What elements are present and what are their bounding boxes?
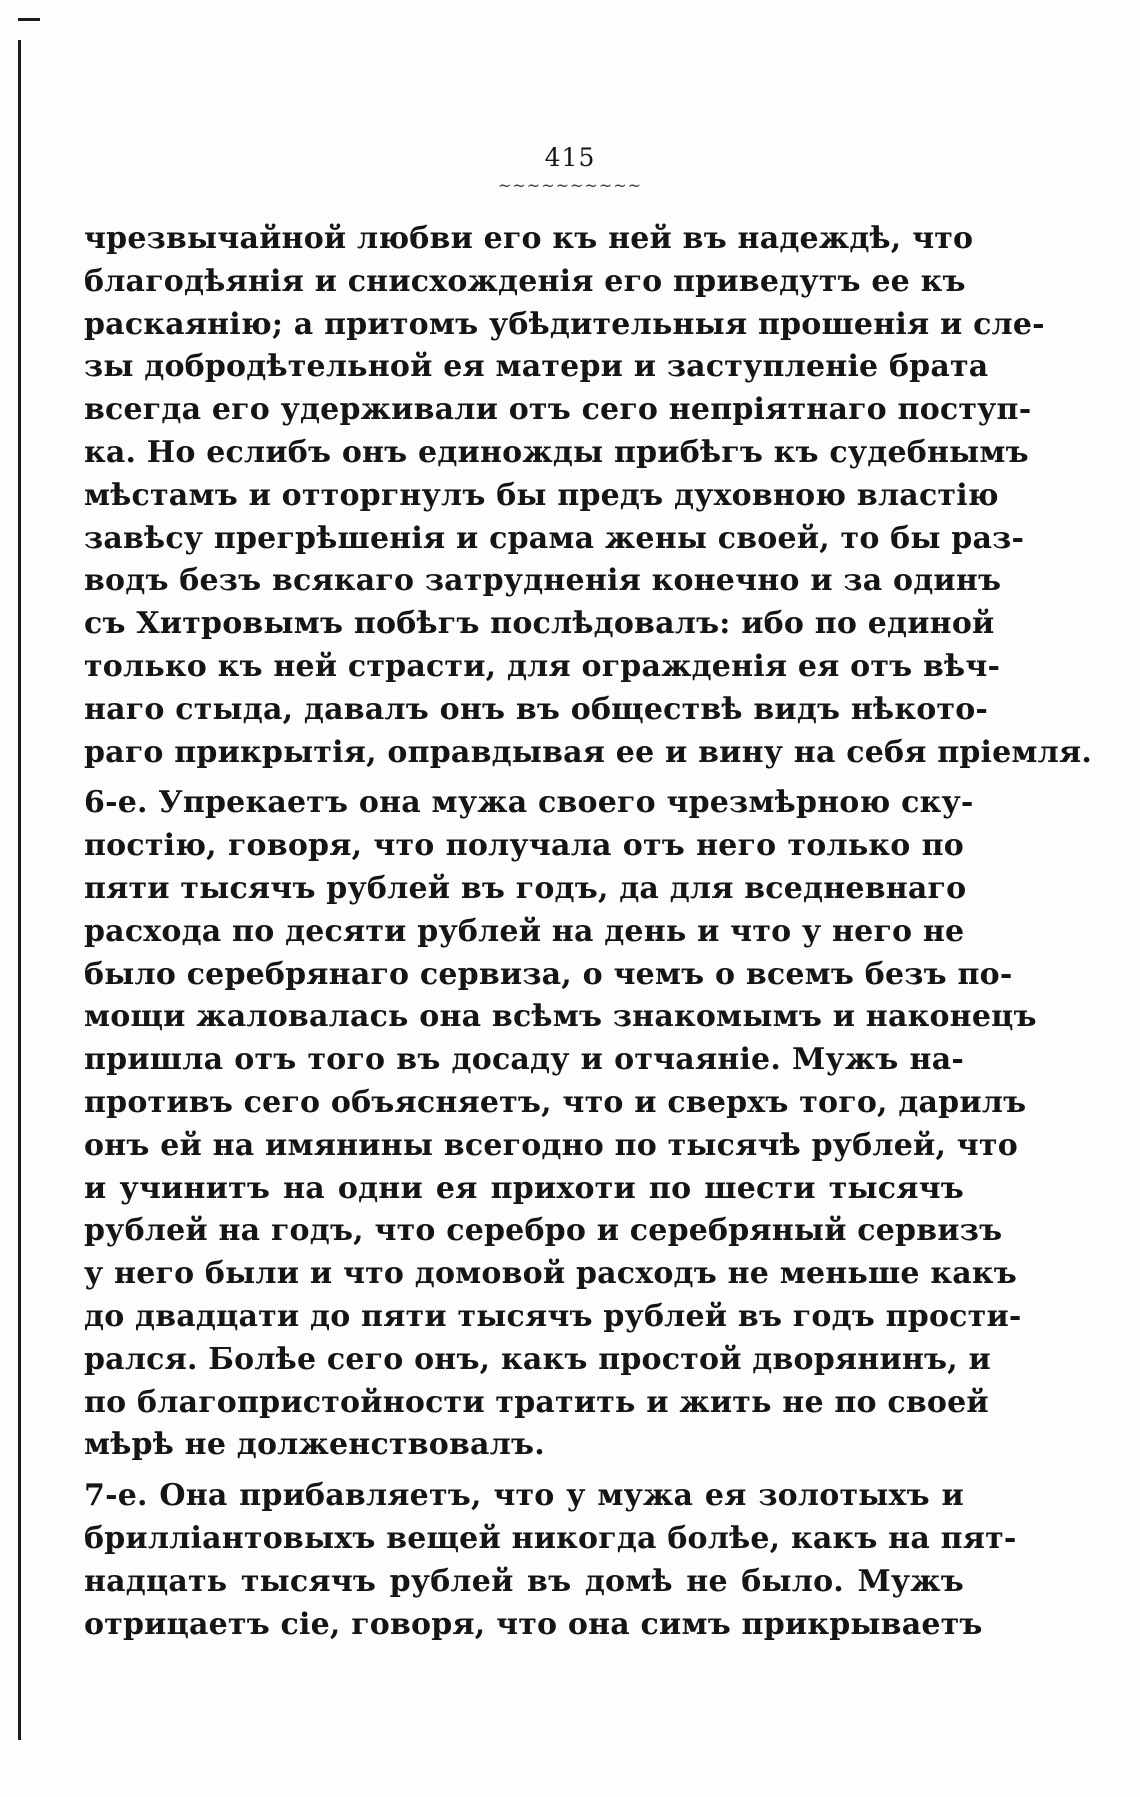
text-line: пришла отъ того въ досаду и отчаяніе. Мужъ на- [84, 1042, 964, 1078]
page-edge-line [18, 40, 21, 1740]
paragraph-gap [84, 1467, 964, 1475]
text-line: было серебрянаго сервиза, о чемъ о всемъ безъ по- [84, 956, 1013, 992]
text-line: только къ ней страсти, для огражденія ея отъ вѣч- [84, 648, 1001, 684]
text-line: рублей на годъ, что серебро и серебряный сервизъ [84, 1213, 1003, 1249]
text-line: отрицаетъ сіе, говоря, что она симъ прикрываетъ [84, 1606, 983, 1642]
text-line: съ Хитровымъ побѣгъ послѣдовалъ: ибо по единой [84, 606, 995, 642]
body-text [84, 218, 1093, 1646]
text-line: благодѣянія и снисхожденія его приведутъ ее къ [84, 263, 966, 299]
text-line: и учинитъ на одни ея прихоти по шести тысячъ [84, 1170, 964, 1206]
text-line: до двадцати до пяти тысячъ рублей въ годъ прости- [84, 1298, 1022, 1334]
text-line: по благопристойности тратить и жить не по своей [84, 1384, 989, 1420]
page-number: 415 [544, 143, 596, 172]
text-line: раго прикрытія, оправдывая ее и вину на себя пріемля. [84, 734, 1093, 770]
text-line: пяти тысячъ рублей въ годъ, да для вседневнаго [84, 870, 967, 906]
text-line: мощи жаловалась она всѣмъ знакомымъ и наконецъ [84, 999, 1037, 1035]
text-line: раскаянію; а притомъ убѣдительныя прошенія и сле- [84, 306, 1045, 342]
text-line: мѣстамъ и отторгнулъ бы предъ духовною властію [84, 477, 999, 513]
text-line: всегда его удерживали отъ сего непріятнаго поступ- [84, 392, 1032, 428]
text-line: наго стыда, давалъ онъ въ обществѣ видъ нѣкото- [84, 691, 989, 727]
text-line: расхода по десяти рублей на день и что у него не [84, 913, 965, 949]
text-line: надцать тысячъ рублей въ домѣ не было. Мужъ [84, 1563, 964, 1599]
text-line: у него были и что домовой расходъ не меньше какъ [84, 1256, 1017, 1292]
text-line: ка. Но еслибъ онъ единожды прибѣгъ къ судебнымъ [84, 434, 1029, 470]
paragraph-gap [84, 774, 964, 782]
text-line: зы добродѣтельной ея матери и заступленіе брата [84, 349, 989, 385]
text-line: мѣрѣ не долженствовалъ. [84, 1427, 545, 1463]
text-line: противъ сего объясняетъ, что и сверхъ того, дарилъ [84, 1084, 1027, 1120]
text-line: чрезвычайной любви его къ ней въ надеждѣ, что [84, 221, 974, 256]
text-line: водъ безъ всякаго затрудненія конечно и за одинъ [84, 563, 1002, 599]
text-line: бриллiантовыхъ вещей никогда болѣе, какъ на пят- [84, 1520, 1017, 1556]
page-edge-mark [18, 18, 40, 21]
header-ornament: ~~~~~~~~~~ [497, 176, 643, 195]
text-line: рался. Болѣе сего онъ, какъ простой дворянинъ, и [84, 1341, 992, 1377]
text-line: завѣсу прегрѣшенія и срама жены своей, то бы раз- [84, 520, 1025, 556]
text-line: 6-е. Упрекаетъ она мужа своего чрезмѣрною ску- [84, 785, 974, 821]
text-line: онъ ей на имянины всегодно по тысячѣ рублей, что [84, 1127, 1018, 1163]
text-line: постію, говоря, что получала отъ него только по [84, 828, 964, 864]
text-line: 7-е. Она прибавляетъ, что у мужа ея золотыхъ и [84, 1478, 964, 1514]
